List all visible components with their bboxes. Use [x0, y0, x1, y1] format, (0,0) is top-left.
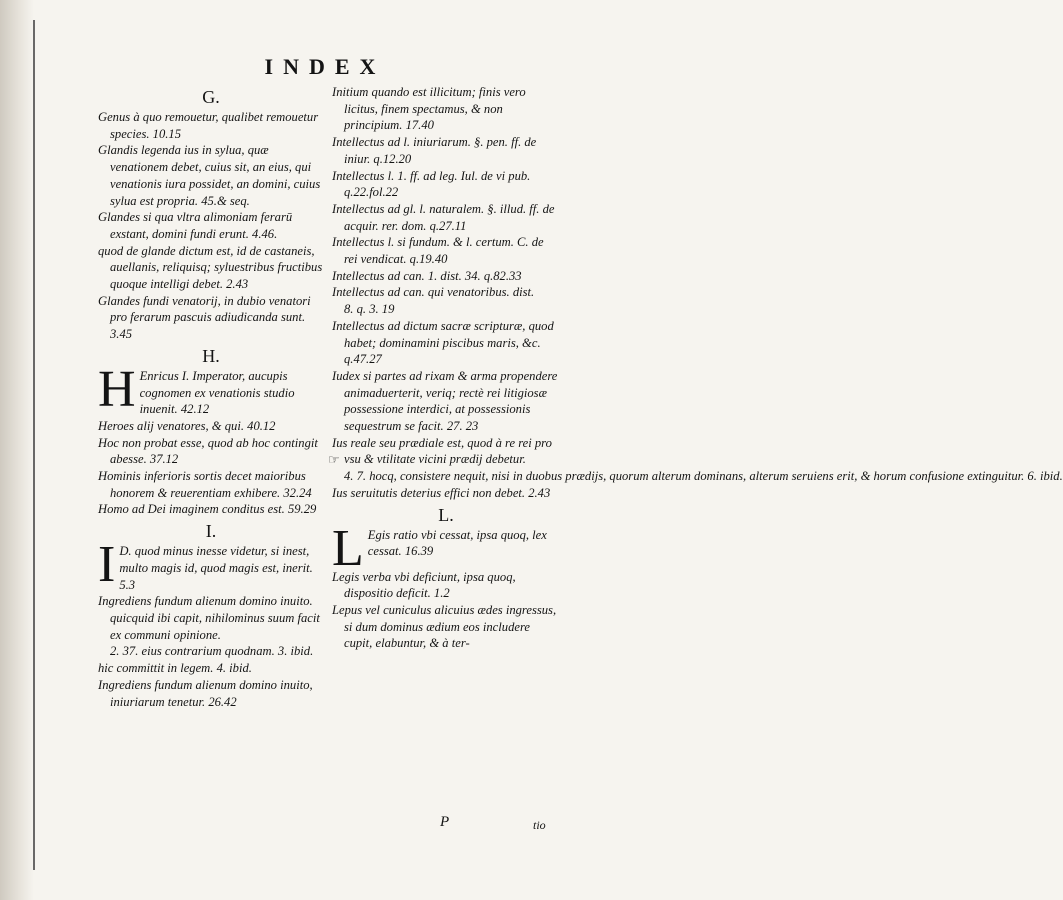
pointing-hand-icon: ☞: [328, 452, 340, 467]
index-entry: [332, 602, 560, 652]
entry-reference: q.19.40: [409, 252, 448, 267]
entry-reference: q.82.33: [483, 268, 522, 283]
entry-reference: 10.15: [152, 126, 182, 141]
index-entry: [332, 201, 560, 234]
index-entry: [332, 234, 560, 267]
index-entry: [98, 468, 324, 501]
index-entry: [332, 569, 560, 602]
index-entry: [332, 84, 560, 134]
entry-reference: 45.& seq.: [201, 193, 250, 208]
drop-cap: H: [98, 360, 136, 418]
entry-reference: 26.42: [208, 694, 237, 709]
page-header: INDEX: [264, 54, 386, 79]
index-entry: [332, 284, 560, 317]
entry-reference: 5.3: [119, 577, 136, 592]
entry-text: Iudex si partes ad rixam & arma propendere animaduerterit, veriq; rectè rei litigiosæ possessione interdici, at possessionis sequestrum se facit.: [332, 368, 558, 434]
index-entry: [332, 485, 560, 502]
index-entry: [98, 536, 324, 594]
index-entry: [98, 293, 324, 343]
entry-reference: 17.40: [405, 118, 434, 133]
catchword: tio: [533, 818, 546, 832]
entry-reference: 40.12: [247, 418, 276, 433]
entry-text: Initium quando est illicitum; finis vero licitus, finem spectamus, & non principium.: [332, 85, 526, 133]
entry-text: Intellectus ad can. 1. dist. 34.: [332, 268, 481, 283]
entry-reference: q.22.fol.22: [344, 185, 399, 200]
index-entry: [98, 360, 324, 418]
entry-text: Intellectus l. 1. ff. ad leg. Iul. de vi pub.: [332, 168, 531, 183]
entry-text: Egis ratio vbi cessat, ipsa quoq, lex cessat.: [367, 527, 547, 559]
entry-reference: 32.24: [283, 485, 312, 500]
entry-text: quod de glande dictum est, id de castaneis, auellanis, reliquisq; syluestribus fructibus quoque intelligi debet.: [98, 243, 323, 292]
entry-reference: 42.12: [180, 402, 210, 417]
entry-reference: 37.12: [149, 452, 179, 467]
entry-text: Homo ad Dei imaginem conditus est.: [98, 502, 285, 517]
section-letter: I.: [205, 521, 217, 542]
entry-reference: 2. 37. eius contrarium quodnam. 3. ibid.: [110, 644, 314, 659]
entry-text: Intellectus ad dictum sacræ scripturæ, quod habet; dominamini piscibus maris, &c.: [332, 318, 554, 350]
entry-reference: 4. 7. hocq, consistere nequit, nisi in duobus prædijs, quorum alterum dominans, alterum seruiens erit, & horum confusione extinguitur. 6. ibid.: [344, 469, 1063, 484]
index-entry: [332, 368, 560, 435]
entry-text: Hominis inferioris sortis decet maioribus honorem & reuerentiam exhibere.: [98, 469, 306, 500]
section-letter: G.: [202, 87, 220, 107]
index-entry: [98, 418, 324, 435]
index-entry: [332, 435, 1063, 485]
index-entry: [98, 209, 324, 242]
entry-text: Enricus I. Imperator, aucupis cognomen ex venationis studio inuenit.: [139, 368, 295, 417]
index-entry: [98, 109, 324, 142]
index-entry: [98, 501, 324, 518]
entry-text: Glandes si qua vltra alimoniam ferarū exstant, domini fundi erunt.: [98, 210, 293, 241]
entry-reference: q.47.27: [344, 352, 382, 367]
index-entry: [332, 134, 560, 167]
entry-reference: 1.2: [433, 586, 450, 601]
entry-text: Intellectus ad l. iniuriarum. §. pen. ff. de iniur.: [332, 135, 537, 166]
section-letter: L.: [438, 504, 454, 525]
right-column: [332, 84, 1063, 652]
entry-text: Ingrediens fundum alienum domino inuito, iniuriarum tenetur.: [98, 677, 313, 709]
entry-reference: 2.43: [528, 485, 551, 500]
drop-cap: I: [98, 536, 116, 594]
entry-text: Genus à quo remouetur, qualibet remouetur species.: [98, 110, 319, 141]
entry-reference: 8. q. 3. 19: [344, 302, 395, 317]
entry-text: Intellectus ad gl. l. naturalem. §. illud. ff. de acquir. rer. dom.: [332, 201, 555, 233]
entry-reference: 4. ibid.: [216, 661, 252, 676]
drop-cap: L: [332, 519, 364, 577]
gutter-line: [33, 20, 35, 870]
entry-text: Glandes fundi venatorij, in dubio venatori pro ferarum pascuis adiudicanda sunt.: [98, 293, 311, 325]
page-binding-shadow: [0, 0, 34, 900]
index-entry: [332, 268, 560, 285]
entry-text: Heroes alij venatores, & qui.: [98, 418, 244, 433]
entry-text: Glandis legenda ius in sylua, quæ venationem debet, cuius sit, an eius, qui venationis iura possidet, an domini, cuius sylua est propria.: [98, 143, 321, 208]
section-letter: H.: [202, 345, 220, 366]
entry-text: Legis verba vbi deficiunt, ipsa quoq, dispositio deficit.: [332, 569, 516, 601]
index-entry: [332, 168, 560, 201]
entry-reference: 27. 23: [446, 419, 479, 434]
entry-text: Ius seruitutis deterius effici non debet.: [332, 485, 526, 500]
index-entry: [98, 142, 324, 209]
entry-text: D. quod minus inesse videtur, si inest, multo magis id, quod magis est, inerit.: [119, 544, 313, 575]
entry-reference: 4.46.: [252, 226, 278, 241]
index-entry: [98, 677, 324, 710]
entry-text: Intellectus ad can. qui venatoribus. dist.: [332, 285, 535, 300]
index-entry: [332, 519, 560, 577]
entry-reference: q.12.20: [373, 151, 412, 166]
index-entry: [98, 593, 324, 660]
entry-reference: q.27.11: [429, 218, 467, 233]
entry-text: Ingrediens fundum alienum domino inuito. quicquid ibi capit, nihilominus suum facit ex communi opinione.: [98, 594, 320, 642]
index-entry: [332, 318, 560, 368]
entry-reference: 16.39: [404, 544, 434, 559]
entry-text: Intellectus l. si fundum. & l. certum. C. de rei vendicat.: [332, 235, 544, 267]
entry-reference: 2.43: [226, 277, 249, 292]
signature-mark: P: [440, 814, 450, 830]
entry-reference: 59.29: [287, 502, 317, 517]
index-entry: [98, 435, 324, 468]
index-entry: [98, 243, 324, 293]
entry-text: Hoc non probat esse, quod ab hoc contingit abesse.: [98, 435, 318, 467]
entry-text: Lepus vel cuniculus alicuius ædes ingressus, si dum dominus ædium eos includere cupit, elabuntur, & à ter-: [332, 602, 557, 651]
entry-text: hic committit in legem.: [98, 661, 214, 676]
index-entry: [98, 660, 324, 677]
entry-text: Ius reale seu prædiale est, quod à re rei pro vsu & vtilitate vicini prædij debetur.: [332, 435, 552, 467]
left-column: [98, 84, 324, 710]
entry-reference: 3.45: [110, 327, 133, 342]
